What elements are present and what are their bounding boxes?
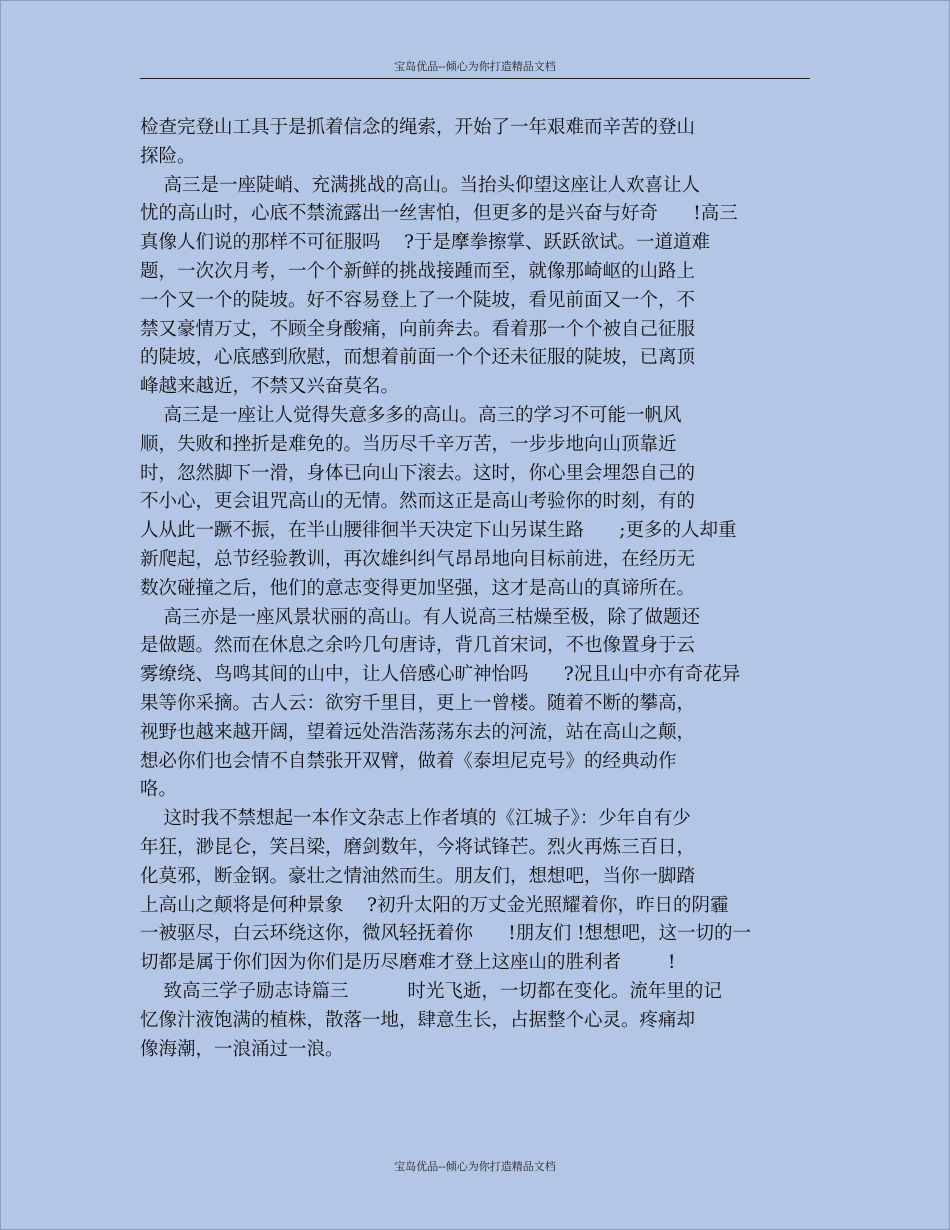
body-line: 的陡坡，心底感到欣慰，而想着前面一个个还未征服的陡坡，已离顶: [140, 347, 696, 369]
body-line: 上高山之颠将是何种景象 ?初升太阳的万丈金光照耀着你，昨日的阴霾: [140, 894, 729, 916]
body-line: 一被驱尽，白云环绕这你，微风轻抚着你 !朋友们 !想想吧，这一切的一: [140, 923, 752, 945]
body-line: 真像人们说的那样不可征服吗 ?于是摩拳擦掌、跃跃欲试。一道道难: [140, 232, 710, 254]
body-line: 这时我不禁想起一本作文杂志上作者填的《江城子》：少年自有少: [140, 808, 691, 830]
page-header: 宝岛优品--倾心为你打造精品文档: [394, 60, 556, 73]
body-line: 时，忽然脚下一滑，身体已向山下滚去。这时，你心里会埋怨自己的: [140, 462, 696, 484]
body-line: 是做题。然而在休息之余吟几句唐诗，背几首宋词，不也像置身于云: [140, 635, 696, 657]
body-line: 检查完登山工具于是抓着信念的绳索，开始了一年艰难而辛苦的登山: [140, 117, 696, 138]
body-line: 切都是属于你们因为你们是历尽磨难才登上这座山的胜利者 !: [140, 952, 676, 974]
body-line: 视野也越来越开阔，望着远处浩浩荡荡东去的河流，站在高山之颠，: [140, 721, 696, 743]
body-line: 果等你采摘。古人云：欲穷千里目，更上一曾楼。随着不断的攀高，: [140, 692, 696, 714]
body-line: 想必你们也会情不自禁张开双臂，做着《泰坦尼克号》的经典动作: [140, 750, 677, 772]
body-line: 一个又一个的陡坡。好不容易登上了一个陡坡，看见前面又一个，不: [140, 289, 696, 311]
body-line: 人从此一蹶不振，在半山腰徘徊半天决定下山另谋生路 ;更多的人却重: [140, 520, 737, 542]
document-body: [140, 114, 800, 1064]
body-line: 禁又豪情万丈，不顾全身酸痛，向前奔去。看着那一个个被自己征服: [140, 318, 696, 340]
body-line: 忆像汁液饱满的植株，散落一地，肆意生长，占据整个心灵。疼痛却: [140, 1009, 696, 1031]
body-line: 雾缭绕、鸟鸣其间的山中，让人倍感心旷神怡吗 ?况且山中亦有奇花异: [140, 664, 741, 686]
body-line: 年狂，渺昆仑，笑吕梁，磨剑数年，今将试锋芒。烈火再炼三百日，: [140, 836, 696, 858]
body-line: 顺，失败和挫折是难免的。当历尽千辛万苦，一步步地向山顶靠近: [140, 433, 677, 455]
body-line: 忧的高山时，心底不禁流露出一丝害怕，但更多的是兴奋与好奇 !高三: [140, 203, 738, 225]
body-line: 高三亦是一座风景状丽的高山。有人说高三枯燥至极，除了做题还: [140, 606, 701, 628]
body-line: 高三是一座让人觉得失意多多的高山。高三的学习不可能一帆风: [140, 404, 682, 426]
page-footer: 宝岛优品--倾心为你打造精品文档: [394, 1160, 556, 1173]
body-line: 题，一次次月考，一个个新鲜的挑战接踵而至，就像那崎岖的山路上: [140, 260, 696, 282]
body-line: 峰越来越近，不禁又兴奋莫名。: [140, 376, 400, 398]
body-line: 探险。: [140, 145, 196, 167]
body-line: 数次碰撞之后，他们的意志变得更加坚强，这才是高山的真谛所在。: [140, 577, 696, 599]
body-line: 高三是一座陡峭、充满挑战的高山。当抬头仰望这座让人欢喜让人: [140, 174, 701, 196]
body-line: 化莫邪，断金钢。豪壮之情油然而生。朋友们，想想吧，当你一脚踏: [140, 865, 696, 887]
body-line: 致高三学子励志诗篇三 时光飞逝，一切都在变化。流年里的记: [140, 980, 722, 1002]
header-divider: [140, 78, 810, 79]
body-line: 像海潮，一浪涌过一浪。: [140, 1038, 344, 1060]
body-line: 咯。: [140, 779, 178, 801]
body-line: 不小心，更会诅咒高山的无情。然而这正是高山考验你的时刻，有的: [140, 491, 696, 513]
body-line: 新爬起，总节经验教训，再次雄纠纠气昂昂地向目标前进，在经历无: [140, 548, 696, 570]
